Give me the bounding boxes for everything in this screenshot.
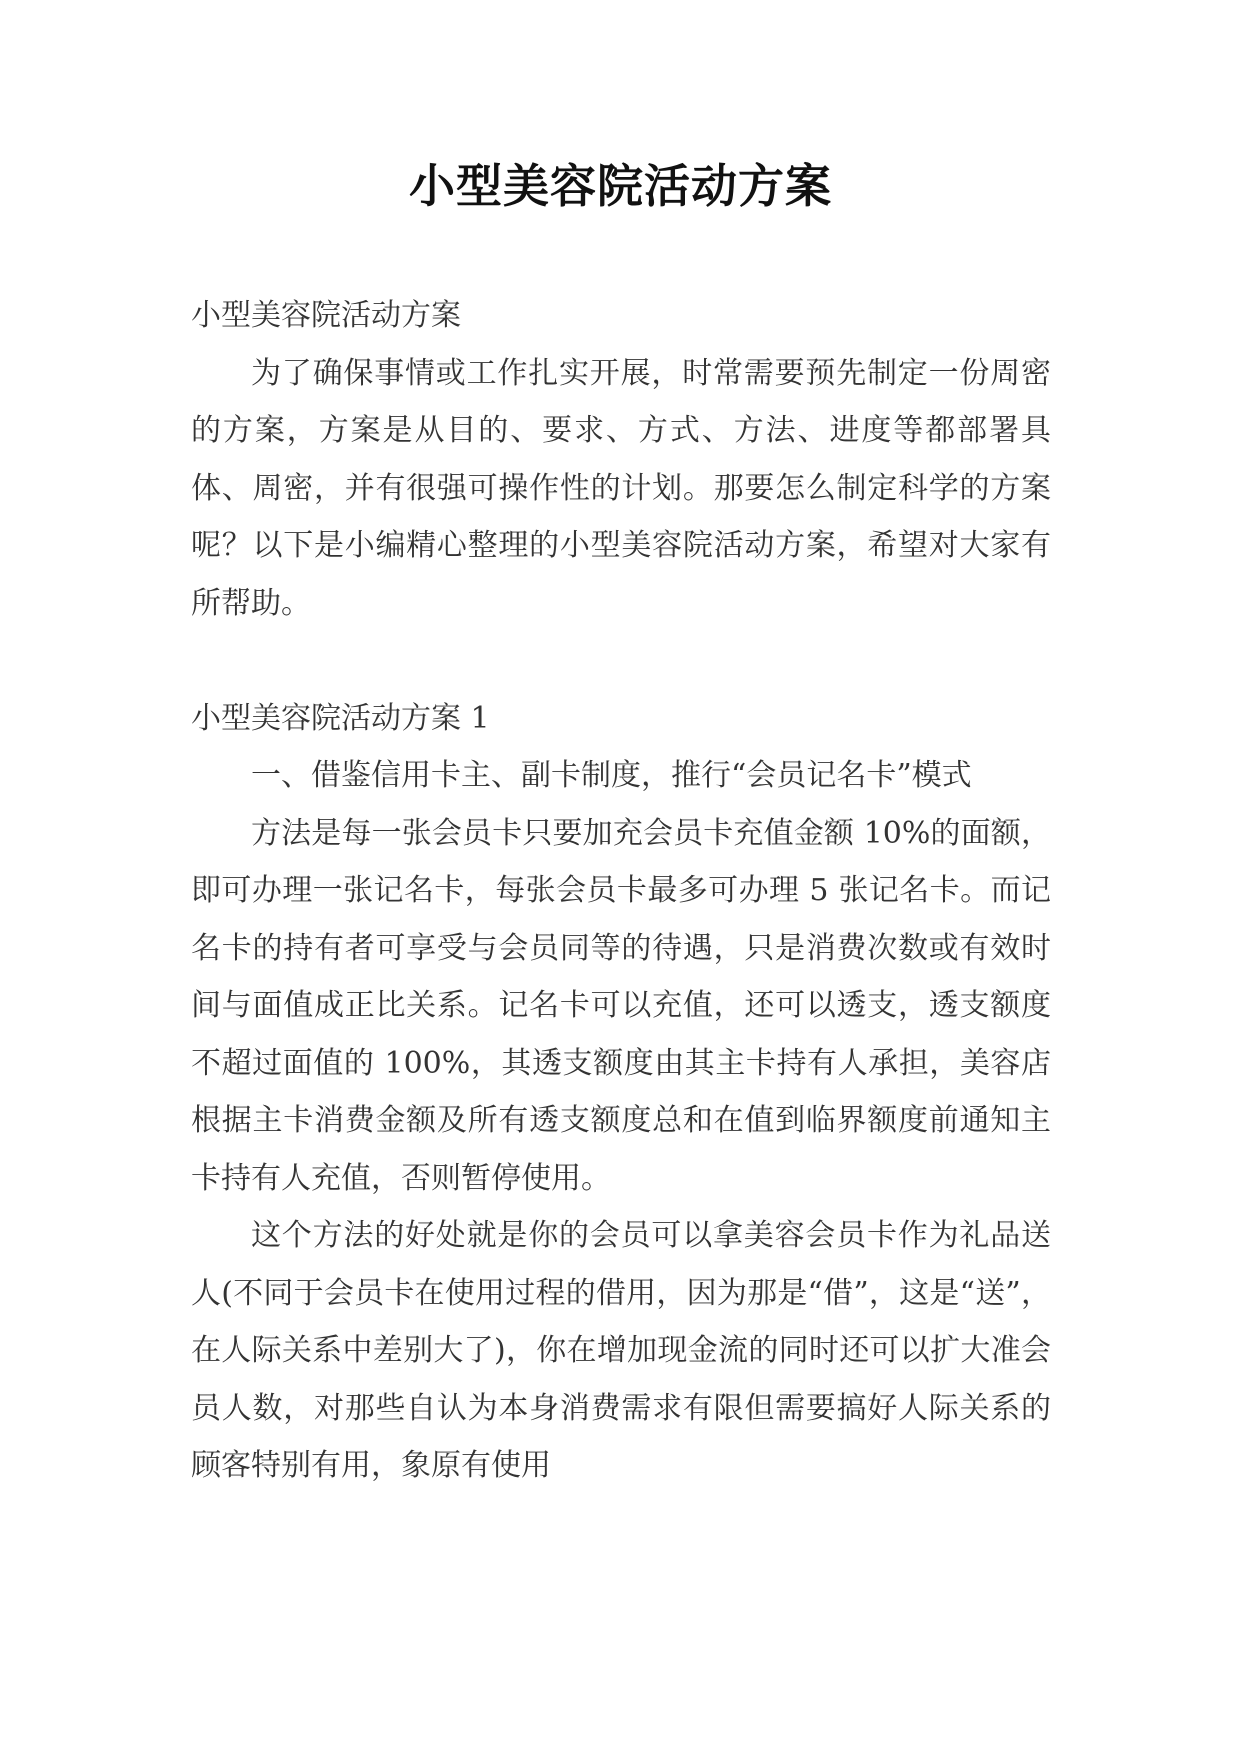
subtitle: 小型美容院活动方案 (191, 298, 461, 333)
document-body (191, 287, 1051, 1495)
section-heading: 小型美容院活动方案 1 (191, 700, 490, 736)
section-paragraph-1: 方法是每一张会员卡只要加充会员卡充值金额 10%的面额，即可办理一张记名卡，每张会员卡最多可办理 5 张记名卡。而记名卡的持有者可享受与会员同等的待遇，只是消费次数或有效时间与面值成正比关系。记名卡可以充值，还可以透支，透支额度不超过面值的 100%，其透支额度由其主卡持有人承担，美容店根据主卡消费金额及所有透支额度总和在值到临界额度前通知主卡持有人充值，否则暂停使用。 (191, 815, 1051, 1196)
document-title: 小型美容院活动方案 (409, 159, 832, 213)
intro-paragraph: 为了确保事情或工作扎实开展，时常需要预先制定一份周密的方案，方案是从目的、要求、方式、方法、进度等都部署具体、周密，并有很强可操作性的计划。那要怎么制定科学的方案呢？以下是小编精心整理的小型美容院活动方案，希望对大家有所帮助。 (191, 355, 1051, 621)
paragraph-gap (191, 632, 1051, 690)
section-paragraph-2: 这个方法的好处就是你的会员可以拿美容会员卡作为礼品送人(不同于会员卡在使用过程的借用，因为那是“借”，这是“送”，在人际关系中差别大了)，你在增加现金流的同时还可以扩大准会员人数，对那些自认为本身消费需求有限但需要搞好人际关系的顾客特别有用，象原有使用 (191, 1218, 1051, 1483)
section-item-heading: 一、借鉴信用卡主、副卡制度，推行“会员记名卡”模式 (251, 758, 972, 793)
